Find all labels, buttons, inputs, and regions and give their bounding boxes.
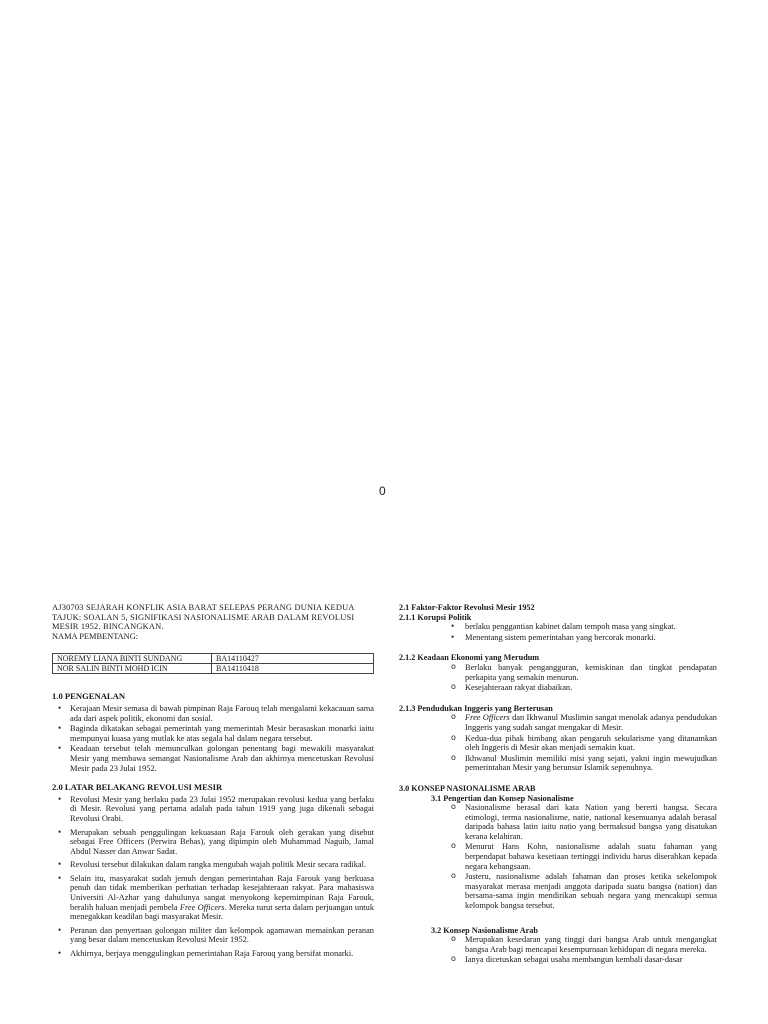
list-item: • Akhirnya, berjaya menggulingkan pemerintahan Raja Farouq yang bersifat monarki.	[52, 949, 374, 959]
member-name: NOREMY LIANA BINTI SUNDANG	[53, 654, 212, 664]
factor-list	[399, 663, 717, 693]
subsection-heading: 2.1.1 Korupsi Politik	[399, 612, 472, 622]
subsection-heading: 2.1.3 Pendudukan Inggeris yang Berterusan	[399, 703, 553, 713]
topic-line-1: TAJUK: SOALAN 5, SIGNIFIKASI NASIONALISME ARAB DALAM REVOLUSI	[52, 612, 355, 622]
list-item: • Revolusi Mesir yang berlaku pada 23 Julai 1952 merupakan revolusi kedua yang berlaku di Mesir. Revolusi yang pertama adalah pada tahun 1919 yang juga dikenali sebagai Revolusi Orabi.	[52, 795, 374, 824]
intro-list	[52, 704, 374, 773]
background-list	[52, 795, 374, 959]
section-heading-intro: 1.0 PENGENALAN	[52, 691, 126, 702]
list-item: • Baginda dikatakan sebagai pemerintah yang memerintah Mesir berasaskan monarki iaitu mempunyai kuasa yang mutlak ke atas segala hal dalam negara tersebut.	[52, 724, 374, 743]
list-item: • berlaku penggantian kabinet dalam tempoh masa yang singkat.	[399, 622, 717, 632]
list-item	[399, 713, 717, 732]
list-item: o Merupakan kesedaran yang tinggi dari bangsa Arab untuk mengangkat bangsa Arab bagi mencapai kesempurnaan kehidupan di negara mereka.	[399, 935, 717, 954]
list-item: o Menurut Hans Kohn, nasionalisme adalah suatu fahaman yang berpendapat bahawa kesetiaan tertinggi individu harus diserahkan kepada negara kebangsaan.	[399, 842, 717, 871]
subsection-heading: 2.1.2 Keadaan Ekonomi yang Merudum	[399, 653, 540, 663]
topic-line-2: MESIR 1952. BINCANGKAN.	[52, 622, 164, 632]
document-header	[52, 603, 374, 641]
section-heading-factors: 2.1 Faktor-Faktor Revolusi Mesir 1952	[399, 603, 535, 612]
subsection-heading: 3.1 Pengertian dan Konsep Nasionalisme	[431, 793, 574, 803]
course-title: AJ30703 SEJARAH KONFLIK ASIA BARAT SELEPAS PERANG DUNIA KEDUA	[52, 603, 355, 612]
concept-list	[399, 935, 717, 965]
list-item: o Justeru, nasionalisme adalah fahaman dan proses ketika sekelompok masyarakat merasa menjadi anggota daripada suatu bangsa (nation) dan bersama-sama ingin mendirikan sebuah negara yang mencakupi semua kelompok bangsa tersebut.	[399, 872, 717, 910]
section-heading-background: 2.0 LATAR BELAKANG REVOLUSI MESIR	[52, 782, 223, 793]
list-item: o Kedua-dua pihak bimbang akan pengaruh sekularisme yang ditanamkan oleh Inggeris di Mesir akan menjadi semakin kuat.	[399, 734, 717, 753]
list-item: • Revolusi tersebut dilakukan dalam rangka mengubah wajah politik Mesir secara radikal.	[52, 860, 374, 870]
list-item: o Ianya dicetuskan sebagai usaha membangun kembali dasar-dasar	[399, 955, 717, 965]
list-item: o Ikhwanul Muslimin memiliki misi yang sejati, yakni ingin mewujudkan pemerintahan Mesir yang berunsur Islamik sepenuhnya.	[399, 754, 717, 773]
table-row	[53, 664, 374, 674]
factor-list	[399, 622, 717, 642]
list-item: o Nasionalisme berasal dari kata Nation yang bererti bangsa. Secara etimologi, terma nasionalisme, natie, national kesemuanya adalah berasal daripada bahasa latin iaitu natio yang bermaksud bangsa yang disatukan kerana kelahiran.	[399, 803, 717, 841]
list-item: • Menentang sistem pemerintahan yang bercorak monarki.	[399, 633, 717, 643]
list-item-text: dan Ikhwanul Muslimin sangat menolak adanya pendudukan Inggeris yang sudah sangat mengakar di Mesir.	[465, 713, 717, 732]
italic-term: Free Officers	[179, 902, 225, 912]
factor-list	[399, 713, 717, 773]
subsection-heading: 3.2 Konsep Nasionalisme Arab	[431, 925, 538, 935]
list-item: o Kesejahteraan rakyat diabaikan.	[399, 683, 717, 693]
list-item-text: . Mereka turut serta dalam perjuangan untuk menegakkan keadilan bagi masyarakat Mesir.	[70, 902, 375, 922]
list-item: o Berlaku banyak pengangguran, kemiskinan dan tingkat pendapatan perkapita yang semakin menurun.	[399, 663, 717, 682]
list-item-text: Selain itu, masyarakat sudah jemuh dengan pemerintahan Raja Farouk yang berkuasa penuh dan tidak memberikan perhatian terhadap kesejahteraan rakyat. Para mahasiswa Universiti Al-Azhar yang dahulunya sangat menyokong kepemimpinan Raja Farouk, beralih haluan menjadi pembela	[70, 873, 374, 912]
member-id: BA14110427	[212, 654, 374, 664]
list-item: • Peranan dan penyertaan golongan militer dan kelompok agamawan memainkan peranan yang besar dalam mencetuskan Revolusi Mesir 1952.	[52, 926, 374, 945]
members-table	[52, 653, 374, 674]
table-row	[53, 654, 374, 664]
presenters-label: NAMA PEMBENTANG:	[52, 631, 139, 641]
member-id: BA14110418	[212, 664, 374, 674]
member-name: NOR SALIN BINTI MOHD ICIN	[53, 664, 212, 674]
list-item: • Keadaan tersebut telah memunculkan golongan penentang bagi mewakili masyarakat Mesir yang membawa semangat Nasionalisme Arab dan akhirnya mencetuskan Revolusi Mesir pada 23 Julai 1952.	[52, 744, 374, 773]
page-number: 0	[379, 484, 386, 498]
concept-list	[399, 803, 717, 911]
list-item: • Kerajaan Mesir semasa di bawah pimpinan Raja Farouq telah mengalami kekacauan sama ada dari aspek politik, ekonomi dan sosial.	[52, 704, 374, 723]
list-item: • Merupakan sebuah penggulingan kekuasaan Raja Farouk oleh gerakan yang disebut sebagai Free Officers (Perwira Bebas), yang dipimpin oleh Muhammad Naguib, Jamal Abdul Nasser dan Anwar Sadat.	[52, 828, 374, 857]
italic-term: Free Officers	[465, 713, 510, 723]
left-column	[52, 603, 374, 963]
list-item	[52, 874, 374, 922]
section-heading-concept: 3.0 KONSEP NASIONALISME ARAB	[399, 783, 536, 793]
right-column	[399, 603, 717, 966]
